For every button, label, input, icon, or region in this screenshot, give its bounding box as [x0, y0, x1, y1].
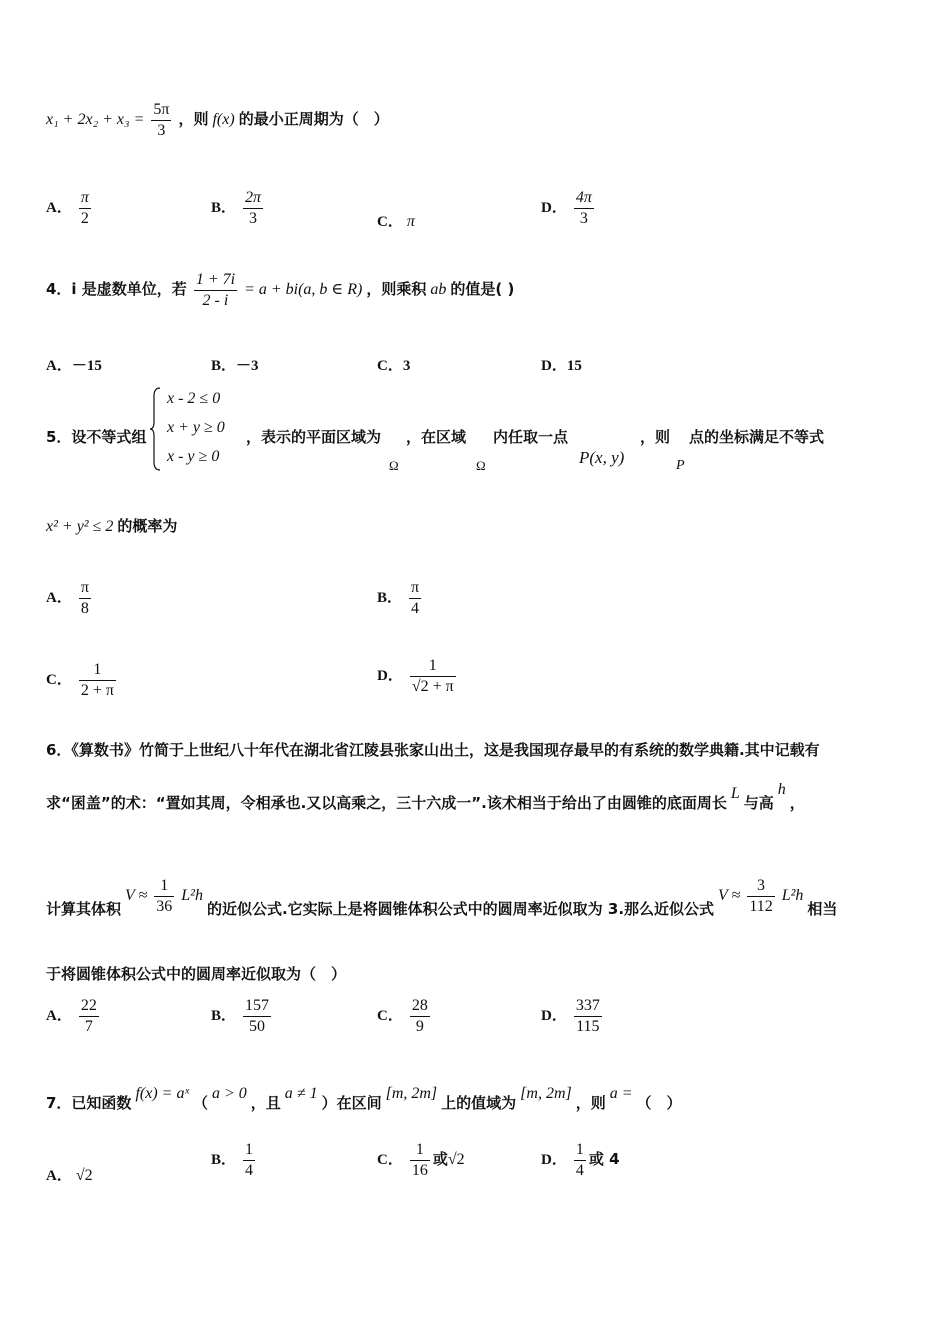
q4-stem: 4．i 是虚数单位，若 $\frac{1 + 7i}{2 - i}$ = a + bi(a, b ∈ R) ，则乘积 ab 的值是( )	[46, 271, 515, 309]
q5-p: P	[676, 458, 685, 473]
q3-option-b[interactable]: B． $\frac{2\pi}{3}$	[211, 189, 262, 227]
q3-fx: f(x)	[212, 111, 235, 129]
q3-condition-fraction: $\frac{5\pi}{3}$	[153, 101, 170, 139]
q3-stem: x₁ + 2x₂ + x₃ = $\frac{5\pi}{3}$ ，则 f(x) 的最小正周期为（ ）	[46, 101, 389, 139]
q4-option-d[interactable]: D．15	[541, 358, 582, 374]
q5-system-line-3: x - y ≥ 0	[167, 448, 220, 465]
q7-stem: 7．已知函数 f(x) = aˣ （ a > 0 ，且 a ≠ 1 ）在区间 [m, 2m] 上的值域为 [m, 2m] ，则 a = （ ）	[46, 1085, 682, 1112]
brace-icon	[150, 386, 162, 472]
q7-option-d[interactable]: D． $\frac{1}{4}$ 或 4	[541, 1141, 620, 1179]
q5-option-a[interactable]: A． $\frac{\pi}{8}$	[46, 579, 89, 617]
q6-option-d[interactable]: D． $\frac{337}{115}$	[541, 997, 600, 1035]
q7-option-b[interactable]: B． $\frac{1}{4}$	[211, 1141, 254, 1179]
q3-condition-lhs: x₁ + 2x₂ + x₃ =	[46, 111, 145, 129]
q4-fraction: $\frac{1 + 7i}{2 - i}$	[195, 271, 236, 309]
exam-page: x₁ + 2x₂ + x₃ = $\frac{5\pi}{3}$ ，则 f(x) 的最小正周期为（ ） A． $\frac{\pi}{2}$ B． $\frac{2\pi}{3}$ C． π D． $\frac{4\pi}{3}$ 4．i 是虚数单位，若 $\frac{1 + 7i}{2 - i}$ = a + bi(a, b ∈ R) ，则乘积 ab 的值是( ) A．－15 B．－3 C．3 D．15 5．设不等式组 x - 2 ≤ 0 x + y ≥ 0 x - y ≥ 0 ，表示的平面区域为 Ω ，在区域 Ω 内任取一点 P(x, y) ，则 P 点的坐标满足不等式 x² + y² ≤ 2 的概率为 A． $\frac{\pi}{8}$ B． $\frac{\pi}{4}$ C． $\frac{1}{2 + \pi}$ D． $\frac{1}{√2 + \pi}$ 6．《算数书》竹简于上世纪八十年代在湖北省江陵县张家山出土，这是我国现存最早的有系统的数学典籍.其中记载有 求“囷盖”的术：“置如其周，令相承也.又以高乘之，三十六成一”.该术相当于给出了由圆锥的底面周长 L 与高 h ， 计算其体积 V ≈ $\frac{1}{36}$ L²h 的近似公式.它实际上是将圆锥体积公式中的圆周率近似取为 3.那么近似公式 V ≈ $\frac{3}{112}$ L²h 相当 于将圆锥体积公式中的圆周率近似取为（ ） A． $\frac{22}{7}$ B． $\frac{157}{50}$ C． $\frac{28}{9}$ D． $\frac{337}{115}$ 7．已知函数 f(x) = aˣ （ a > 0 ，且 a ≠ 1 ）在区间 [m, 2m] 上的值域为 [m, 2m] ，则 a = （ ） A． √2 B． $\frac{1}{4}$ C． $\frac{1}{16}$ 或√2 D． $\frac{1}{4}$ 或 4	[46, 101, 838, 1184]
q5-system-brace	[150, 386, 160, 477]
q5-option-c[interactable]: C． $\frac{1}{2 + \pi}$	[46, 661, 114, 699]
q5-omega-2: Ω	[476, 458, 486, 473]
q5-omega-1: Ω	[389, 458, 399, 473]
q7-option-c[interactable]: C． $\frac{1}{16}$ 或√2	[377, 1141, 465, 1179]
q6-option-c[interactable]: C． $\frac{28}{9}$	[377, 997, 428, 1035]
q5-option-d[interactable]: D． $\frac{1}{√2 + \pi}$	[377, 657, 454, 695]
q4-option-a[interactable]: A．－15	[46, 358, 102, 374]
q6-fraction-2: $\frac{3}{112}$	[749, 877, 773, 915]
q5-system-line-1: x - 2 ≤ 0	[167, 390, 221, 407]
q3-option-a[interactable]: A． $\frac{\pi}{2}$	[46, 189, 89, 227]
q5-stem-cont: x² + y² ≤ 2 的概率为	[46, 517, 178, 535]
q4-option-c[interactable]: C．3	[377, 358, 411, 374]
q6-line-4: 于将圆锥体积公式中的圆周率近似取为（ ）	[46, 965, 347, 983]
q5-inequality: x² + y² ≤ 2	[46, 518, 114, 535]
q7-option-a[interactable]: A． √2	[46, 1167, 93, 1184]
q3-option-c[interactable]: C． π	[377, 213, 415, 230]
q6-option-a[interactable]: A． $\frac{22}{7}$	[46, 997, 97, 1035]
q5-option-b[interactable]: B． $\frac{\pi}{4}$	[377, 579, 420, 617]
q6-line-2: 求“囷盖”的术：“置如其周，令相承也.又以高乘之，三十六成一”.该术相当于给出了由圆锥的底面周长 L 与高 h ，	[46, 781, 805, 812]
q6-line-3: 计算其体积 V ≈ $\frac{1}{36}$ L²h 的近似公式.它实际上是将圆锥体积公式中的圆周率近似取为 3.那么近似公式 V ≈ $\frac{3}{112}$ L²h 相当	[46, 877, 838, 919]
q5-prefix: 5．设不等式组	[46, 428, 147, 446]
q6-option-b[interactable]: B． $\frac{157}{50}$	[211, 997, 270, 1035]
q5-system-line-2: x + y ≥ 0	[167, 419, 225, 436]
q3-option-d[interactable]: D． $\frac{4\pi}{3}$	[541, 189, 592, 227]
q4-option-b[interactable]: B．－3	[211, 358, 259, 374]
q5-point: P(x, y)	[579, 448, 625, 467]
q6-line-1: 6．《算数书》竹简于上世纪八十年代在湖北省江陵县张家山出土，这是我国现存最早的有系统的数学典籍.其中记载有	[46, 741, 820, 759]
q6-fraction-1: $\frac{1}{36}$	[156, 877, 173, 915]
